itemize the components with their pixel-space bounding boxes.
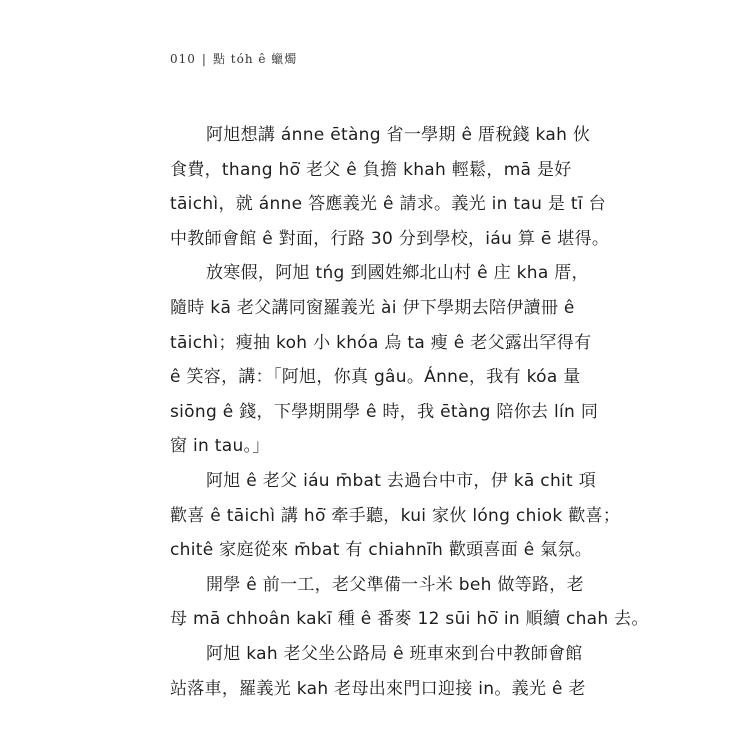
- text-line: 站落車，羅義光 kah 老母出來門口迎接 in。義光 ê 老: [170, 678, 586, 699]
- text-line: 阿旭 kah 老父坐公路局 ê 班車來到台中教師會館: [206, 643, 583, 664]
- text-line: 隨時 kā 老父講同窗羅義光 ài 伊下學期去陪伊讀冊 ê: [170, 297, 575, 318]
- page-number: 010: [170, 52, 196, 66]
- text-line: 阿旭想講 ánne ētàng 省一學期 ê 厝稅錢 kah 伙: [206, 125, 591, 145]
- text-line: siōng ê 錢，下學期開學 ê 時，我 ētàng 陪你去 lín 同: [170, 401, 599, 422]
- text-line: ê 笑容，講：「阿旭，你真 gâu。Ánne，我有 kóa 量: [170, 367, 581, 388]
- header-separator: |: [201, 52, 207, 66]
- text-line: 食費，thang hō͘ 老父 ê 負擔 khah 輕鬆，mā 是好: [170, 159, 572, 180]
- body-text: [170, 118, 649, 706]
- text-line: 母 mā chhoân kakī 種 ê 番麥 12 sūi hō͘ in 順續 chah 去。: [170, 609, 649, 630]
- text-line: 窗 in tau。」: [170, 436, 270, 457]
- running-head: [170, 50, 297, 67]
- text-line: chitê 家庭從來 m̄bat 有 chiahnīh 歡頭喜面 ê 氣氛。: [170, 540, 593, 561]
- text-line: 開學 ê 前一工，老父準備一斗米 beh 做等路，老: [206, 574, 584, 595]
- text-line: tāichì；瘦抽 koh 小 khóa 烏 ta 瘦 ê 老父露出罕得有: [170, 332, 592, 353]
- text-line: 放寒假，阿旭 tńg 到國姓鄉北山村 ê 庄 kha 厝，: [206, 263, 589, 284]
- book-title: 點 tóh ê 蠟燭: [212, 52, 298, 66]
- text-line: tāichì，就 ánne 答應義光 ê 請求。義光 in tau 是 tī 台: [170, 194, 606, 215]
- text-line: 中教師會館 ê 對面，行路 30 分到學校，iáu 算 ē 堪得。: [170, 228, 610, 249]
- text-line: 歡喜 ê tāichì 講 hō͘ 牽手聽，kui 家伙 lóng chiok 歡喜；: [170, 505, 621, 526]
- text-line: 阿旭 ê 老父 iáu m̄bat 去過台中市，伊 kā chit 項: [206, 470, 597, 491]
